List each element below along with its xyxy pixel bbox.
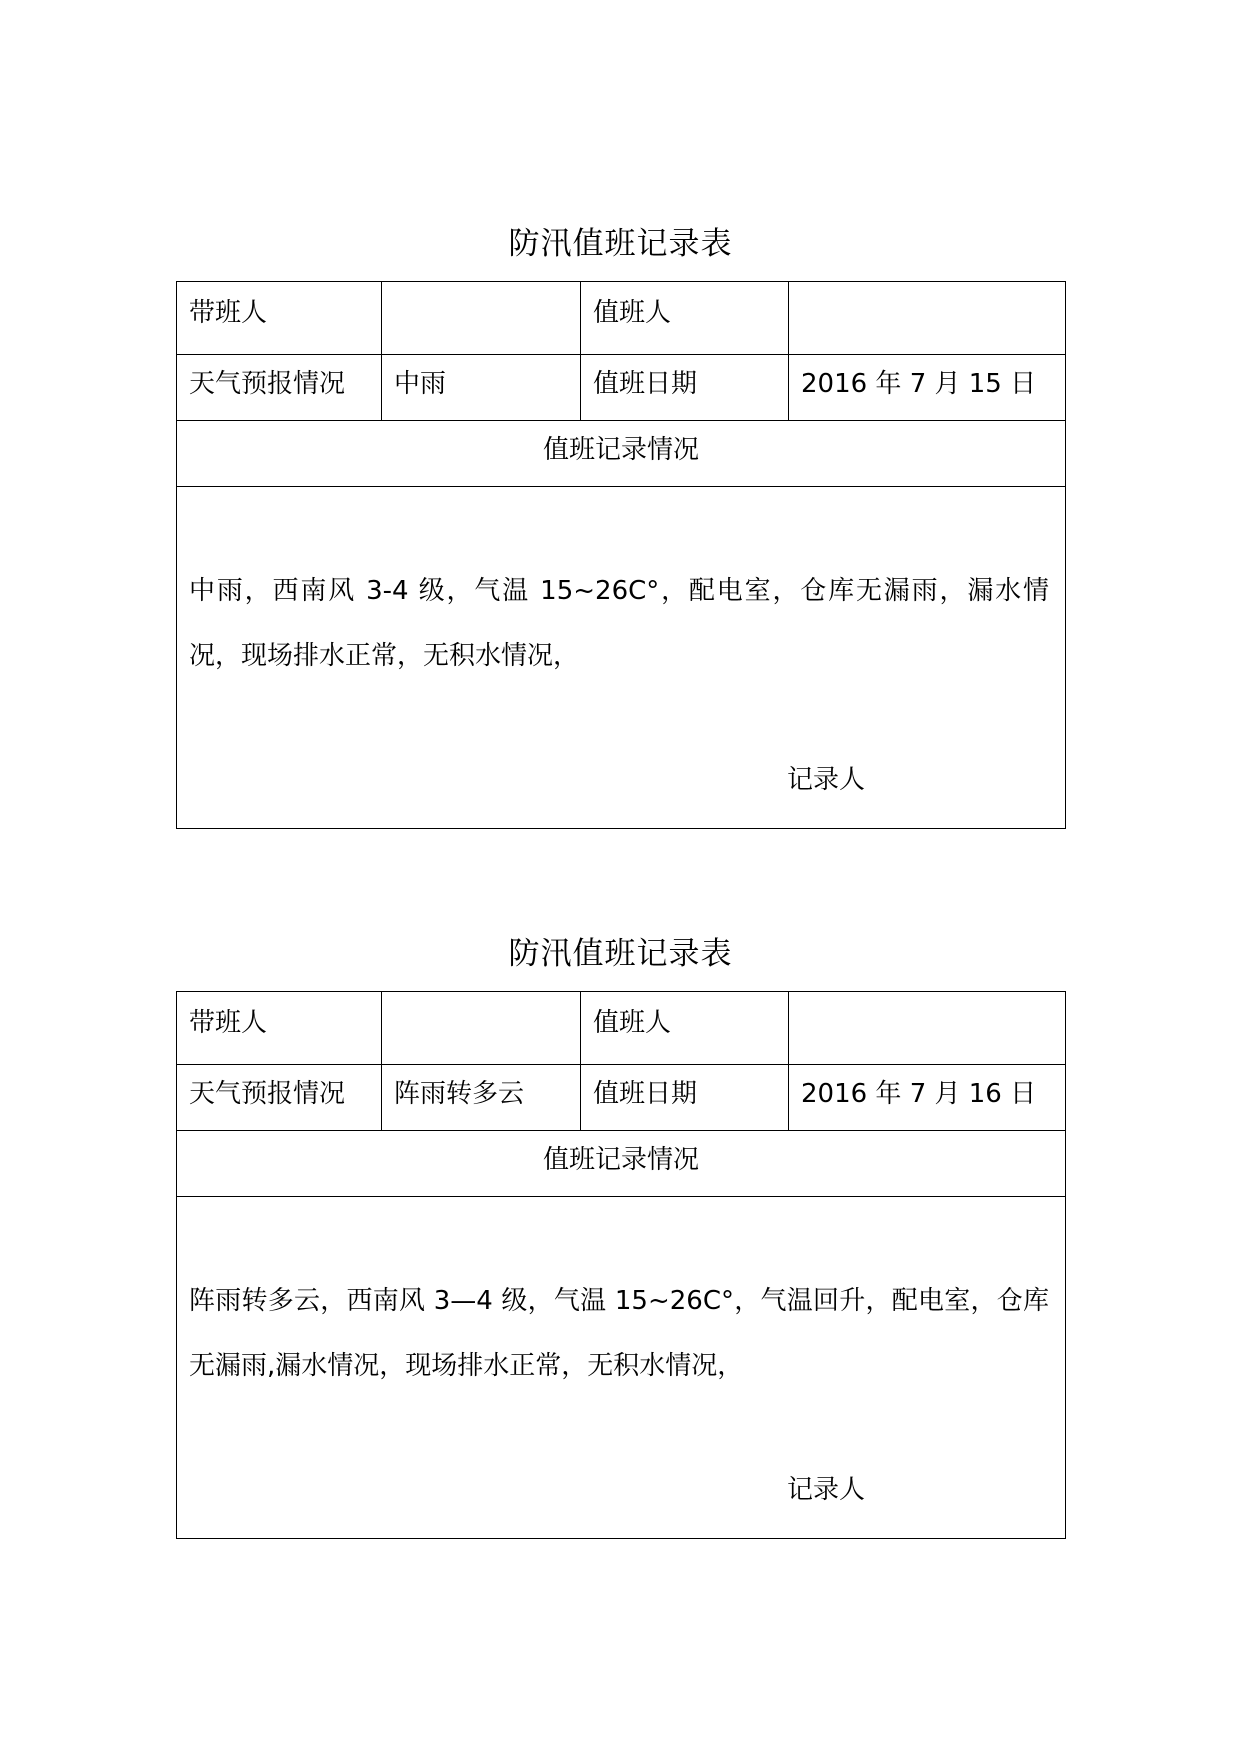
document-title: 防汛值班记录表 <box>508 226 733 262</box>
table-row <box>177 1131 1066 1197</box>
recorder-label: 记录人 <box>787 1475 866 1505</box>
table-row <box>177 1065 1066 1131</box>
duty-record-1 <box>176 218 1065 829</box>
duty-label: 值班人 <box>581 282 789 355</box>
duty-value <box>789 282 1066 355</box>
duty-table <box>176 991 1066 1539</box>
duty-label: 值班人 <box>581 992 789 1065</box>
section-header: 值班记录情况 <box>177 1131 1066 1197</box>
record-body-text: 中雨，西南风 3-4 级，气温 15~26C°，配电室，仓库无漏雨，漏水情况，现场排水正常，无积水情况， <box>189 576 1049 671</box>
lead-value <box>382 992 581 1065</box>
duty-record-2 <box>176 928 1065 1539</box>
duty-value <box>789 992 1066 1065</box>
weather-value: 中雨 <box>382 355 581 421</box>
weather-label: 天气预报情况 <box>177 355 382 421</box>
lead-label: 带班人 <box>177 282 382 355</box>
date-label: 值班日期 <box>581 1065 789 1131</box>
section-header: 值班记录情况 <box>177 421 1066 487</box>
table-row <box>177 487 1066 829</box>
recorder-label: 记录人 <box>787 765 866 795</box>
record-body-cell <box>177 1197 1066 1539</box>
date-value: 2016 年 7 月 15 日 <box>789 355 1066 421</box>
table-row <box>177 282 1066 355</box>
table-row <box>177 992 1066 1065</box>
record-body-text: 阵雨转多云，西南风 3—4 级，气温 15~26C°，气温回升，配电室，仓库无漏雨,漏水情况，现场排水正常，无积水情况， <box>189 1286 1049 1381</box>
lead-value <box>382 282 581 355</box>
table-row <box>177 1197 1066 1539</box>
table-row <box>177 355 1066 421</box>
lead-label: 带班人 <box>177 992 382 1065</box>
record-body-cell <box>177 487 1066 829</box>
document-title: 防汛值班记录表 <box>508 936 733 972</box>
weather-value: 阵雨转多云 <box>382 1065 581 1131</box>
table-row <box>177 421 1066 487</box>
date-label: 值班日期 <box>581 355 789 421</box>
weather-label: 天气预报情况 <box>177 1065 382 1131</box>
date-value: 2016 年 7 月 16 日 <box>789 1065 1066 1131</box>
duty-table <box>176 281 1066 829</box>
